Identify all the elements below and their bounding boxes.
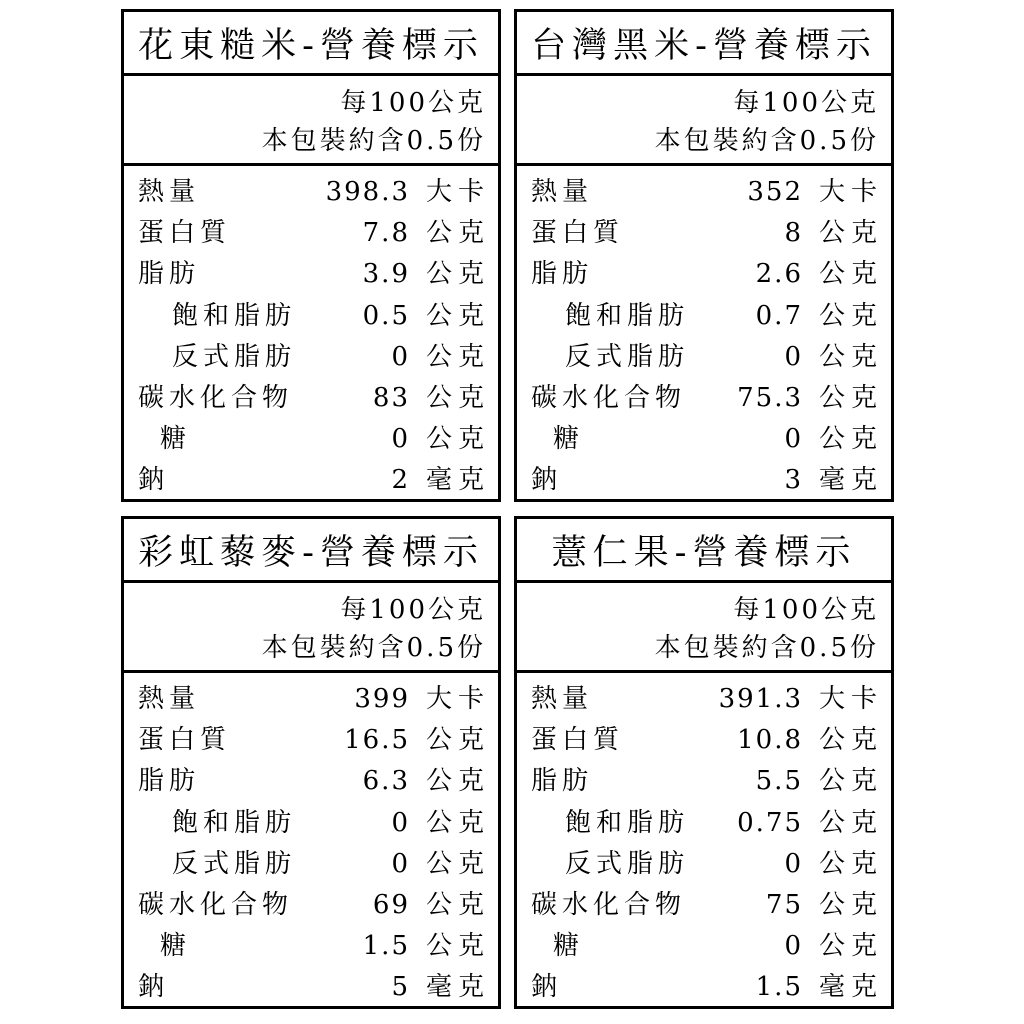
nutrient-rows [517, 673, 891, 1009]
nutrient-value: 0 [391, 424, 410, 455]
nutrient-label: 反式脂肪 [172, 341, 297, 372]
nutrient-label: 熱量 [138, 684, 201, 714]
nutrient-unit: 大卡 [425, 177, 490, 207]
nutrient-unit: 公克 [818, 766, 883, 797]
nutrient-unit: 大卡 [818, 177, 883, 207]
serving-size: 每100公克 [340, 88, 486, 118]
nutrient-row-carbohydrate [124, 885, 498, 926]
nutrient-value: 0 [391, 848, 410, 879]
nutrient-value: 2 [391, 465, 410, 496]
nutrient-label: 脂肪 [531, 259, 594, 290]
nutrient-label: 碳水化合物 [531, 382, 687, 413]
nutrient-rows [124, 673, 498, 1009]
nutrient-value: 0 [784, 341, 803, 372]
nutrition-label-brown-rice [121, 9, 501, 502]
nutrient-value: 399 [354, 684, 410, 714]
nutrient-value: 0 [784, 848, 803, 879]
nutrient-unit: 毫克 [818, 972, 883, 1003]
nutrient-unit: 公克 [425, 931, 490, 962]
nutrient-row-saturated-fat [124, 803, 498, 844]
nutrient-label: 糖 [160, 424, 192, 455]
serving-info [124, 76, 498, 166]
nutrient-row-sodium [517, 460, 891, 501]
nutrient-unit: 公克 [818, 889, 883, 920]
nutrient-label: 反式脂肪 [172, 848, 297, 879]
nutrient-unit: 公克 [425, 300, 490, 331]
nutrient-unit: 公克 [425, 807, 490, 838]
label-title: 彩虹藜麥-營養標示 [124, 519, 498, 583]
nutrient-unit: 毫克 [425, 972, 490, 1003]
nutrient-row-calories [517, 679, 891, 720]
nutrient-unit: 公克 [818, 218, 883, 249]
nutrient-unit: 公克 [818, 931, 883, 962]
nutrient-row-sugar [517, 419, 891, 460]
nutrient-rows [517, 166, 891, 502]
nutrient-row-protein [124, 213, 498, 254]
nutrient-unit: 公克 [425, 382, 490, 413]
nutrient-value: 0.75 [737, 807, 803, 838]
nutrient-unit: 公克 [425, 341, 490, 372]
nutrient-unit: 公克 [818, 725, 883, 756]
nutrient-value: 2.6 [755, 259, 803, 290]
nutrient-label: 蛋白質 [531, 218, 625, 249]
nutrient-value: 0 [391, 807, 410, 838]
nutrient-row-sodium [517, 967, 891, 1008]
nutrient-row-saturated-fat [517, 803, 891, 844]
nutrient-value: 6.3 [362, 766, 410, 797]
servings-per-package: 本包裝約含0.5份 [261, 633, 486, 663]
nutrient-unit: 毫克 [425, 465, 490, 496]
nutrient-unit: 公克 [818, 382, 883, 413]
nutrient-unit: 公克 [425, 889, 490, 920]
nutrient-value: 75 [765, 889, 803, 920]
nutrient-value: 8 [784, 218, 803, 249]
nutrient-value: 0.5 [362, 300, 410, 331]
nutrient-row-sodium [124, 460, 498, 501]
nutrient-value: 398.3 [325, 177, 410, 207]
nutrient-label: 蛋白質 [138, 218, 232, 249]
label-title: 花東糙米-營養標示 [124, 12, 498, 76]
nutrient-value: 0.7 [755, 300, 803, 331]
nutrient-value: 5.5 [755, 766, 803, 797]
nutrient-row-carbohydrate [124, 378, 498, 419]
nutrient-value: 1.5 [755, 972, 803, 1003]
nutrient-unit: 公克 [425, 259, 490, 290]
nutrient-row-fat [124, 761, 498, 802]
nutrient-label: 碳水化合物 [531, 889, 687, 920]
nutrient-unit: 公克 [425, 218, 490, 249]
nutrient-label: 飽和脂肪 [172, 807, 297, 838]
nutrient-row-fat [517, 761, 891, 802]
nutrient-label: 熱量 [531, 177, 594, 207]
nutrient-row-sugar [124, 926, 498, 967]
nutrient-label: 脂肪 [531, 766, 594, 797]
nutrient-row-saturated-fat [124, 296, 498, 337]
nutrient-value: 5 [391, 972, 410, 1003]
serving-info [517, 583, 891, 673]
nutrient-label: 熱量 [531, 684, 594, 714]
nutrient-row-sugar [517, 926, 891, 967]
nutrient-row-saturated-fat [517, 296, 891, 337]
label-title: 薏仁果-營養標示 [517, 519, 891, 583]
nutrient-value: 0 [784, 931, 803, 962]
nutrient-label: 飽和脂肪 [172, 300, 297, 331]
nutrient-value: 83 [372, 382, 410, 413]
nutrient-unit: 公克 [818, 807, 883, 838]
nutrient-row-trans-fat [124, 337, 498, 378]
nutrient-label: 碳水化合物 [138, 382, 294, 413]
nutrient-row-sodium [124, 967, 498, 1008]
nutrient-value: 10.8 [737, 725, 803, 756]
nutrient-label: 鈉 [531, 972, 563, 1003]
nutrient-label: 糖 [160, 931, 192, 962]
nutrient-unit: 公克 [818, 848, 883, 879]
nutrient-unit: 公克 [425, 766, 490, 797]
nutrient-unit: 公克 [818, 259, 883, 290]
nutrient-value: 0 [784, 424, 803, 455]
nutrient-label: 蛋白質 [531, 725, 625, 756]
nutrient-label: 鈉 [531, 465, 563, 496]
nutrient-unit: 大卡 [818, 684, 883, 714]
serving-info [517, 76, 891, 166]
nutrient-row-trans-fat [124, 844, 498, 885]
nutrient-rows [124, 166, 498, 502]
nutrient-value: 3 [784, 465, 803, 496]
nutrient-row-fat [517, 254, 891, 295]
nutrition-label-quinoa [121, 516, 501, 1009]
nutrient-value: 1.5 [362, 931, 410, 962]
nutrient-value: 75.3 [737, 382, 803, 413]
nutrient-value: 352 [747, 177, 803, 207]
nutrient-unit: 公克 [425, 725, 490, 756]
nutrient-unit: 大卡 [425, 684, 490, 714]
nutrient-label: 蛋白質 [138, 725, 232, 756]
nutrient-label: 鈉 [138, 465, 170, 496]
nutrient-label: 糖 [553, 931, 585, 962]
nutrient-value: 0 [391, 341, 410, 372]
nutrient-label: 反式脂肪 [565, 341, 690, 372]
nutrient-value: 3.9 [362, 259, 410, 290]
nutrient-row-protein [517, 213, 891, 254]
nutrient-unit: 公克 [818, 300, 883, 331]
servings-per-package: 本包裝約含0.5份 [654, 633, 879, 663]
nutrient-unit: 公克 [425, 424, 490, 455]
nutrition-label-black-rice [514, 9, 894, 502]
nutrient-row-fat [124, 254, 498, 295]
serving-size: 每100公克 [733, 88, 879, 118]
nutrient-row-carbohydrate [517, 885, 891, 926]
nutrient-unit: 公克 [425, 848, 490, 879]
nutrient-label: 脂肪 [138, 766, 201, 797]
nutrient-unit: 公克 [818, 424, 883, 455]
nutrient-value: 7.8 [362, 218, 410, 249]
servings-per-package: 本包裝約含0.5份 [261, 126, 486, 156]
nutrient-label: 反式脂肪 [565, 848, 690, 879]
nutrient-value: 69 [372, 889, 410, 920]
nutrient-row-protein [124, 720, 498, 761]
servings-per-package: 本包裝約含0.5份 [654, 126, 879, 156]
serving-size: 每100公克 [733, 595, 879, 625]
nutrient-row-sugar [124, 419, 498, 460]
nutrient-label: 糖 [553, 424, 585, 455]
nutrient-row-trans-fat [517, 844, 891, 885]
nutrient-label: 碳水化合物 [138, 889, 294, 920]
nutrient-label: 飽和脂肪 [565, 807, 690, 838]
nutrient-value: 391.3 [718, 684, 803, 714]
nutrient-label: 飽和脂肪 [565, 300, 690, 331]
nutrient-unit: 毫克 [818, 465, 883, 496]
label-title: 台灣黑米-營養標示 [517, 12, 891, 76]
nutrient-row-calories [124, 679, 498, 720]
nutrient-unit: 公克 [818, 341, 883, 372]
nutrient-label: 脂肪 [138, 259, 201, 290]
nutrient-row-trans-fat [517, 337, 891, 378]
serving-size: 每100公克 [340, 595, 486, 625]
serving-info [124, 583, 498, 673]
nutrient-row-carbohydrate [517, 378, 891, 419]
nutrient-label: 熱量 [138, 177, 201, 207]
nutrient-value: 16.5 [344, 725, 410, 756]
nutrient-row-calories [124, 172, 498, 213]
nutrient-row-protein [517, 720, 891, 761]
nutrient-label: 鈉 [138, 972, 170, 1003]
nutrient-row-calories [517, 172, 891, 213]
nutrition-label-job-tears [514, 516, 894, 1009]
